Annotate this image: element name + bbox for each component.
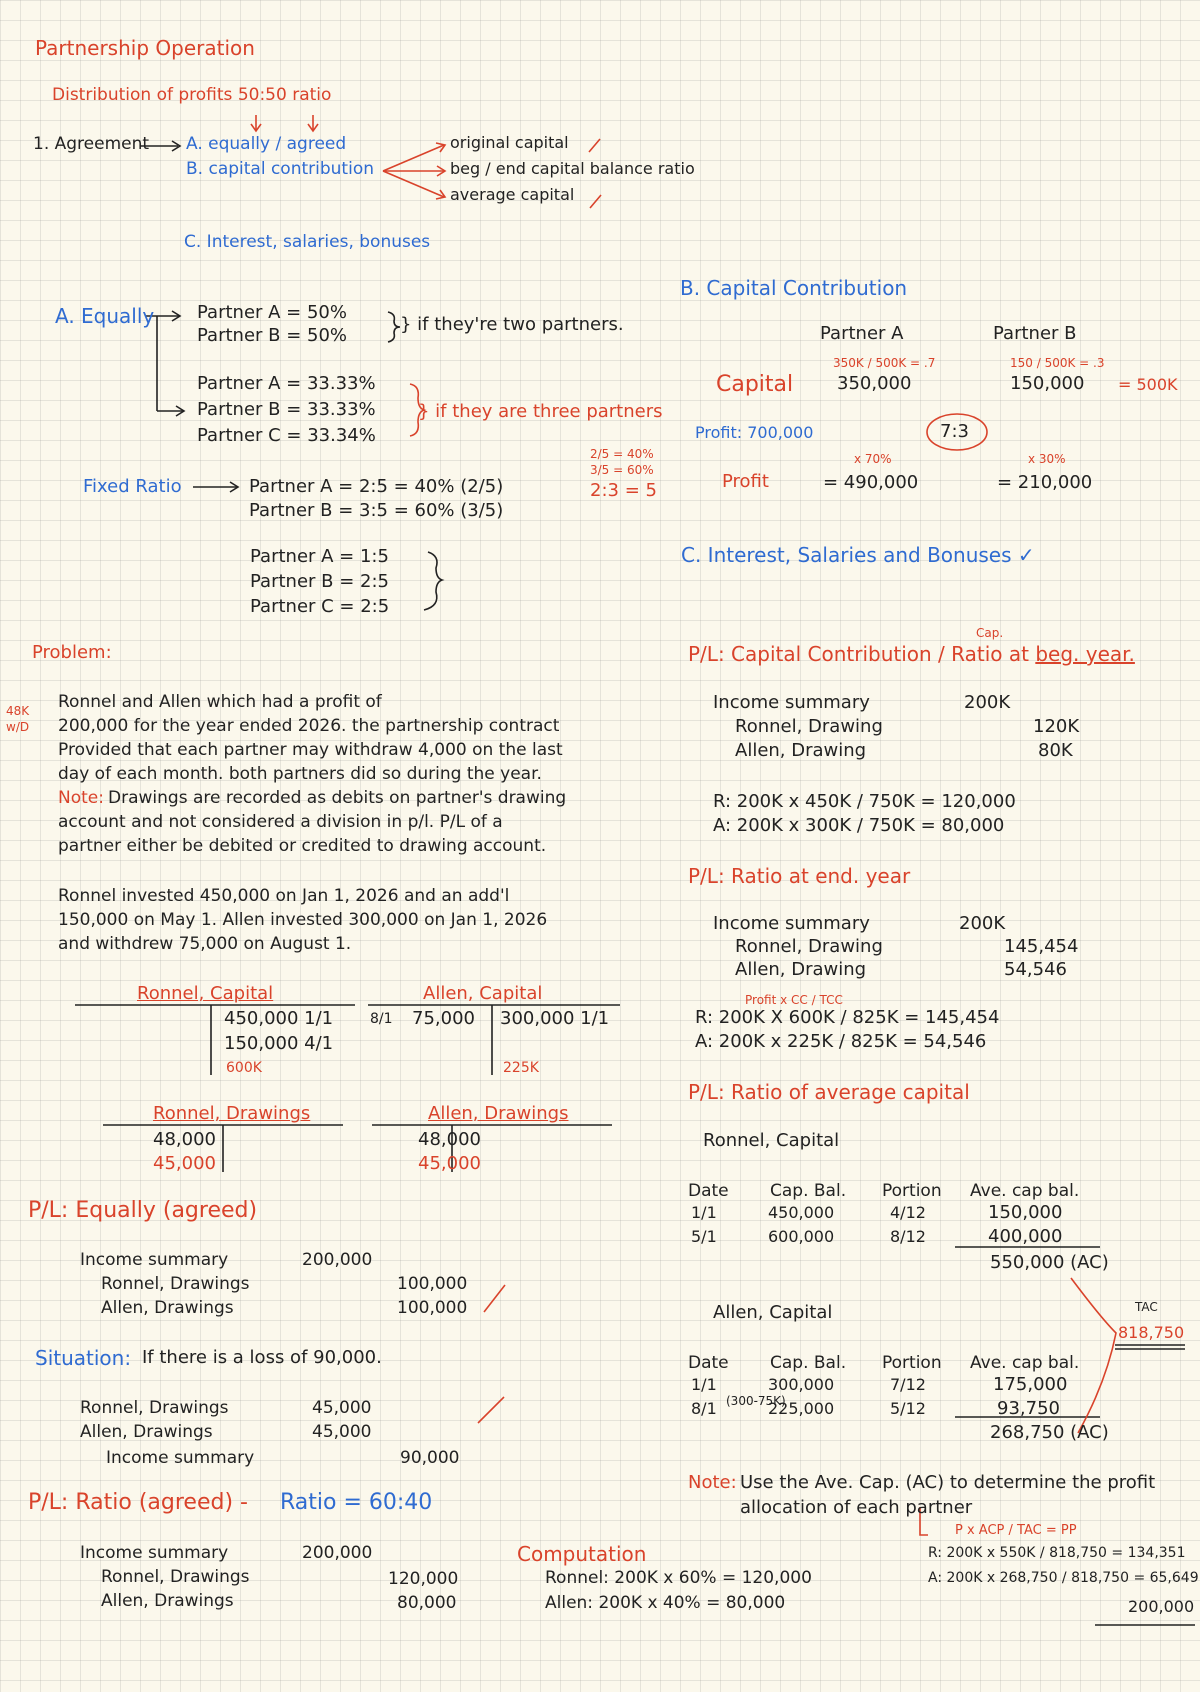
cc-a-ratio: 350K / 500K = .7 bbox=[833, 356, 936, 370]
pl-ratio-credit-2: 120,000 bbox=[388, 1569, 459, 1589]
situation-account-3: Income summary bbox=[106, 1448, 255, 1468]
ronnel-avg-r1-portion: 4/12 bbox=[890, 1203, 926, 1222]
three-partner-c: Partner C = 33.34% bbox=[197, 425, 376, 446]
allen-avg-r1-bal: 300,000 bbox=[768, 1375, 835, 1394]
problem-note-3: partner either be debited or credited to drawing account. bbox=[58, 836, 547, 856]
pl-equally-debit-1: 200,000 bbox=[302, 1250, 373, 1270]
allen-capital-credit: 300,000 1/1 bbox=[500, 1008, 610, 1029]
allen-avg-r1-date: 1/1 bbox=[691, 1375, 717, 1394]
ronnel-avg-r1-ave: 150,000 bbox=[988, 1202, 1063, 1223]
cc-profit-label: Profit bbox=[722, 471, 769, 492]
two-partner-b: Partner B = 50% bbox=[197, 325, 348, 346]
ronnel-avg-h-date: Date bbox=[688, 1181, 729, 1201]
allen-avg-r2-bal: 225,000 bbox=[768, 1399, 835, 1418]
allen-drawings-debit: 48,000 bbox=[418, 1129, 481, 1150]
ronnel-avg-r2-bal: 600,000 bbox=[768, 1227, 835, 1246]
problem2-line-2: 150,000 on May 1. Allen invested 300,000 on Jan 1, 2026 bbox=[58, 910, 548, 930]
pl-ratio-value: Ratio = 60:40 bbox=[280, 1490, 433, 1515]
two-partner-a: Partner A = 50% bbox=[197, 302, 347, 323]
allen-avg-h-date: Date bbox=[688, 1353, 729, 1373]
allen-capital-total: 225K bbox=[503, 1060, 539, 1076]
three-partner-a: Partner A = 33.33% bbox=[197, 373, 376, 394]
pl-beg-credit-3: 80K bbox=[1038, 740, 1073, 761]
final-note-total: 200,000 bbox=[1128, 1597, 1195, 1616]
cc-b-ratio: 150 / 500K = .3 bbox=[1010, 356, 1105, 370]
final-note-line-1: Use the Ave. Cap. (AC) to determine the profit bbox=[740, 1472, 1156, 1493]
allen-capital-debit: 75,000 bbox=[412, 1008, 475, 1029]
cc-partner-a: Partner A bbox=[820, 323, 904, 344]
method-a: A. equally / agreed bbox=[186, 134, 347, 154]
pl-equally-credit-2: 100,000 bbox=[397, 1274, 468, 1294]
allen-avg-r1-portion: 7/12 bbox=[890, 1375, 926, 1394]
situation-label: Situation: bbox=[35, 1346, 132, 1370]
cc-b-pct: x 30% bbox=[1028, 452, 1066, 466]
cc-a-pct: x 70% bbox=[854, 452, 892, 466]
situation-text: If there is a loss of 90,000. bbox=[142, 1347, 382, 1368]
fixed-ratio-a: Partner A = 2:5 = 40% (2/5) bbox=[249, 476, 504, 497]
fixed-ratio-label: Fixed Ratio bbox=[83, 476, 182, 497]
pl-ratio-credit-3: 80,000 bbox=[397, 1593, 457, 1613]
pl-equally-heading: P/L: Equally (agreed) bbox=[28, 1198, 258, 1223]
allen-avg-h-bal: Cap. Bal. bbox=[770, 1353, 847, 1373]
ronnel-capital-title: Ronnel, Capital bbox=[137, 983, 274, 1004]
allen-drawings-alt: 45,000 bbox=[418, 1153, 481, 1174]
allen-capital-debit-date: 8/1 bbox=[370, 1011, 393, 1027]
equally-label: A. Equally bbox=[55, 304, 155, 328]
allen-avg-h-portion: Portion bbox=[882, 1353, 942, 1373]
tac-value: 818,750 bbox=[1118, 1323, 1185, 1342]
pl-end-calc-a: A: 200K x 225K / 825K = 54,546 bbox=[695, 1031, 987, 1052]
allen-avg-r2-date: 8/1 bbox=[691, 1399, 717, 1418]
problem-line-2: 200,000 for the year ended 2026. the partnership contract bbox=[58, 716, 560, 736]
problem-note-1: Drawings are recorded as debits on partner's drawing bbox=[108, 788, 567, 808]
ronnel-capital-credit-1: 450,000 1/1 bbox=[224, 1008, 334, 1029]
cc-a-profit: = 490,000 bbox=[823, 472, 919, 493]
final-note-formula: P x ACP / TAC = PP bbox=[955, 1523, 1077, 1538]
pl-beg-account-1: Income summary bbox=[713, 692, 870, 713]
situation-account-2: Allen, Drawings bbox=[80, 1422, 213, 1442]
pl-beg-heading: P/L: Capital Contribution / Ratio at beg. year. bbox=[688, 642, 1135, 666]
pl-equally-account-1: Income summary bbox=[80, 1250, 229, 1270]
method-c: C. Interest, salaries, bonuses bbox=[184, 232, 431, 252]
ronnel-drawings-title: Ronnel, Drawings bbox=[153, 1103, 311, 1124]
problem-line-1: Ronnel and Allen which had a profit of bbox=[58, 692, 382, 712]
ronnel-avg-total: 550,000 (AC) bbox=[990, 1252, 1109, 1273]
problem-label: Problem: bbox=[32, 642, 112, 663]
allen-avg-r2-portion: 5/12 bbox=[890, 1399, 926, 1418]
pl-beg-credit-2: 120K bbox=[1033, 716, 1080, 737]
ronnel-drawings-debit: 48,000 bbox=[153, 1129, 216, 1150]
pl-end-credit-2: 145,454 bbox=[1004, 936, 1079, 957]
situation-debit-2: 45,000 bbox=[312, 1422, 372, 1442]
ronnel-avg-title: Ronnel, Capital bbox=[703, 1130, 840, 1151]
pl-end-formula-note: Profit x CC / TCC bbox=[745, 993, 843, 1007]
problem2-line-1: Ronnel invested 450,000 on Jan 1, 2026 and an add'l bbox=[58, 886, 510, 906]
pl-beg-account-2: Ronnel, Drawing bbox=[735, 716, 883, 737]
pl-beg-calc-a: A: 200K x 300K / 750K = 80,000 bbox=[713, 815, 1005, 836]
pl-equally-account-3: Allen, Drawings bbox=[101, 1298, 234, 1318]
pl-ratio-heading: P/L: Ratio (agreed) - bbox=[28, 1490, 248, 1515]
fixed-ratio-note-a: 2/5 = 40% bbox=[590, 447, 654, 461]
final-note-calc-r: R: 200K x 550K / 818,750 = 134,351 bbox=[928, 1545, 1186, 1561]
allen-capital-title: Allen, Capital bbox=[423, 983, 543, 1004]
final-note-label: Note: bbox=[688, 1472, 737, 1493]
pl-ratio-debit-1: 200,000 bbox=[302, 1543, 373, 1563]
ronnel-avg-h-ave: Ave. cap bal. bbox=[970, 1181, 1080, 1201]
tac-label: TAC bbox=[1135, 1300, 1158, 1314]
three-partner-b: Partner B = 33.33% bbox=[197, 399, 376, 420]
allen-avg-r2-ave: 93,750 bbox=[997, 1398, 1060, 1419]
problem-line-4: day of each month. both partners did so during the year. bbox=[58, 764, 542, 784]
problem-note-2: account and not considered a division in p/l. P/L of a bbox=[58, 812, 503, 832]
pl-ratio-account-3: Allen, Drawings bbox=[101, 1591, 234, 1611]
margin-note-48k: 48K bbox=[6, 704, 30, 718]
problem-line-3: Provided that each partner may withdraw 4,000 on the last bbox=[58, 740, 563, 760]
cc-ratio: 7:3 bbox=[940, 421, 969, 442]
fixed-ratio2-c: Partner C = 2:5 bbox=[250, 596, 390, 617]
pl-end-calc-r: R: 200K X 600K / 825K = 145,454 bbox=[695, 1007, 1000, 1028]
two-partner-note: } if they're two partners. bbox=[400, 314, 624, 335]
ronnel-avg-r1-bal: 450,000 bbox=[768, 1203, 835, 1222]
problem-note-label: Note: bbox=[58, 788, 104, 808]
ronnel-capital-credit-2: 150,000 4/1 bbox=[224, 1033, 334, 1054]
cc-total: = 500K bbox=[1118, 375, 1178, 394]
situation-debit-1: 45,000 bbox=[312, 1398, 372, 1418]
fixed-ratio-note-b: 3/5 = 60% bbox=[590, 463, 654, 477]
cc-a-capital: 350,000 bbox=[837, 373, 912, 394]
method-b: B. capital contribution bbox=[186, 159, 374, 179]
pl-beg-calc-r: R: 200K x 450K / 750K = 120,000 bbox=[713, 791, 1016, 812]
capital-basis-beg-end: beg / end capital balance ratio bbox=[450, 159, 695, 178]
situation-account-1: Ronnel, Drawings bbox=[80, 1398, 229, 1418]
margin-note-wd: w/D bbox=[6, 720, 30, 734]
pl-beg-cap-note: Cap. bbox=[976, 626, 1004, 640]
cc-partner-b: Partner B bbox=[993, 323, 1077, 344]
three-partner-note: } if they are three partners bbox=[418, 401, 663, 422]
ronnel-drawings-alt: 45,000 bbox=[153, 1153, 216, 1174]
ronnel-avg-r2-date: 5/1 bbox=[691, 1227, 717, 1246]
pl-beg-account-3: Allen, Drawing bbox=[735, 740, 867, 761]
pl-ratio-account-2: Ronnel, Drawings bbox=[101, 1567, 250, 1587]
computation-ronnel: Ronnel: 200K x 60% = 120,000 bbox=[545, 1568, 812, 1588]
situation-credit-3: 90,000 bbox=[400, 1448, 460, 1468]
capital-contribution-label: B. Capital Contribution bbox=[680, 276, 908, 300]
computation-label: Computation bbox=[517, 1542, 647, 1566]
pl-end-heading: P/L: Ratio at end. year bbox=[688, 864, 911, 888]
allen-avg-title: Allen, Capital bbox=[713, 1302, 833, 1323]
allen-avg-side-note: (300-75K) bbox=[726, 1394, 786, 1408]
cc-b-profit: = 210,000 bbox=[997, 472, 1093, 493]
ronnel-avg-r1-date: 1/1 bbox=[691, 1203, 717, 1222]
fixed-ratio-total: 2:3 = 5 bbox=[590, 480, 657, 501]
ronnel-avg-h-portion: Portion bbox=[882, 1181, 942, 1201]
pl-end-credit-3: 54,546 bbox=[1004, 959, 1067, 980]
pl-beg-debit-1: 200K bbox=[964, 692, 1011, 713]
allen-avg-h-ave: Ave. cap bal. bbox=[970, 1353, 1080, 1373]
ronnel-capital-total: 600K bbox=[226, 1060, 262, 1076]
capital-basis-original: original capital bbox=[450, 133, 569, 152]
cc-capital-label: Capital bbox=[716, 372, 794, 397]
cc-b-capital: 150,000 bbox=[1010, 373, 1085, 394]
pl-end-account-1: Income summary bbox=[713, 913, 870, 934]
page-title: Partnership Operation bbox=[35, 36, 255, 60]
final-note-calc-a: A: 200K x 268,750 / 818,750 = 65,649 bbox=[928, 1570, 1199, 1586]
problem2-line-3: and withdrew 75,000 on August 1. bbox=[58, 934, 352, 954]
fixed-ratio2-b: Partner B = 2:5 bbox=[250, 571, 389, 592]
agreement-label: 1. Agreement bbox=[33, 134, 150, 154]
fixed-ratio-b: Partner B = 3:5 = 60% (3/5) bbox=[249, 500, 504, 521]
ronnel-avg-r2-ave: 400,000 bbox=[988, 1226, 1063, 1247]
pl-equally-credit-3: 100,000 bbox=[397, 1298, 468, 1318]
ronnel-avg-r2-portion: 8/12 bbox=[890, 1227, 926, 1246]
interest-heading: C. Interest, Salaries and Bonuses ✓ bbox=[681, 543, 1035, 567]
allen-avg-total: 268,750 (AC) bbox=[990, 1422, 1109, 1443]
fixed-ratio2-a: Partner A = 1:5 bbox=[250, 546, 389, 567]
subtitle: Distribution of profits 50:50 ratio bbox=[52, 85, 332, 105]
computation-allen: Allen: 200K x 40% = 80,000 bbox=[545, 1593, 786, 1613]
pl-equally-account-2: Ronnel, Drawings bbox=[101, 1274, 250, 1294]
pl-end-account-3: Allen, Drawing bbox=[735, 959, 867, 980]
ronnel-avg-h-bal: Cap. Bal. bbox=[770, 1181, 847, 1201]
capital-basis-average: average capital bbox=[450, 185, 575, 204]
pl-end-account-2: Ronnel, Drawing bbox=[735, 936, 883, 957]
cc-profit-note: Profit: 700,000 bbox=[695, 423, 814, 442]
allen-drawings-title: Allen, Drawings bbox=[428, 1103, 569, 1124]
pl-avg-heading: P/L: Ratio of average capital bbox=[688, 1080, 970, 1104]
pl-end-debit-1: 200K bbox=[959, 913, 1006, 934]
allen-avg-r1-ave: 175,000 bbox=[993, 1374, 1068, 1395]
final-note-line-2: allocation of each partner bbox=[740, 1497, 973, 1518]
pl-ratio-account-1: Income summary bbox=[80, 1543, 229, 1563]
